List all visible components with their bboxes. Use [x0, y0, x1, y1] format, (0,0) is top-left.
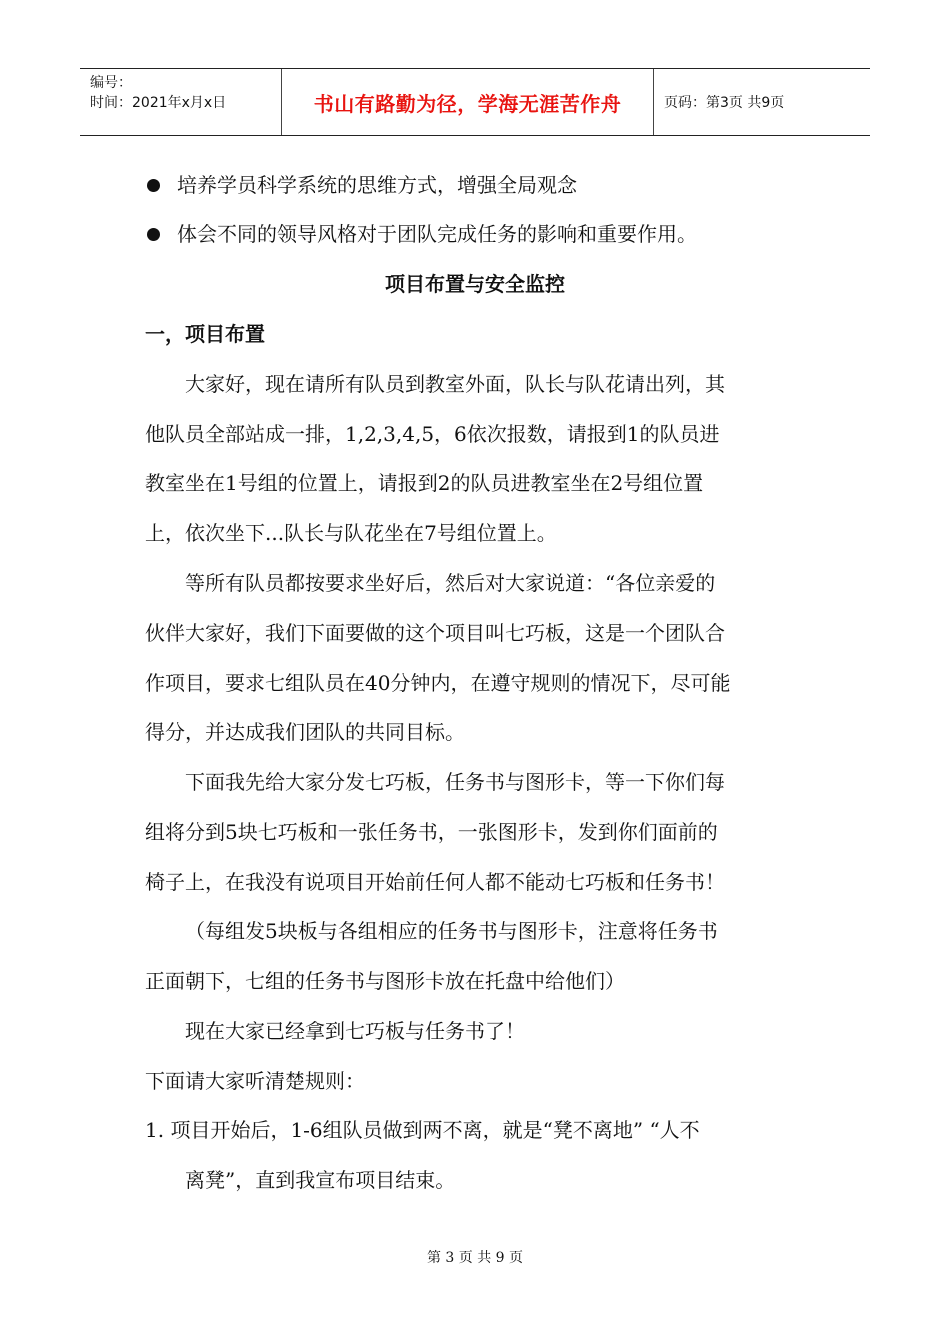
paragraph-line: 组将分到5块七巧板和一张任务书，一张图形卡，发到你们面前的: [145, 820, 718, 844]
paragraph-line: 等所有队员都按要求坐好后，然后对大家说道：“各位亲爱的: [185, 571, 716, 595]
paragraph-line: 下面我先给大家分发七巧板，任务书与图形卡，等一下你们每: [185, 770, 725, 794]
paragraph-line: 得分，并达成我们团队的共同目标。: [145, 720, 465, 744]
rules-intro: 下面请大家听清楚规则：: [145, 1069, 365, 1093]
paragraph-line: 伙伴大家好，我们下面要做的这个项目叫七巧板，这是一个团队合: [145, 621, 725, 645]
paragraph-line: 正面朝下，七组的任务书与图形卡放在托盘中给他们）: [145, 969, 625, 993]
paragraph-line: 他队员全部站成一排，1,2,3,4,5，6依次报数，请报到1的队员进: [145, 422, 720, 446]
document-time-label: 时间：2021年x月x日: [90, 95, 227, 111]
paragraph-line: （每组发5块板与各组相应的任务书与图形卡，注意将任务书: [185, 919, 718, 943]
page-header: [80, 68, 870, 136]
rule-item: 1. 项目开始后，1-6组队员做到两不离，就是“凳不离地” “人不: [145, 1118, 700, 1142]
header-motto: 书山有路勤为径，学海无涯苦作舟: [282, 69, 654, 135]
paragraph-line: 作项目，要求七组队员在40分钟内，在遵守规则的情况下，尽可能: [145, 671, 731, 695]
bullet-dot-icon: [147, 179, 160, 192]
bullet-dot-icon: [147, 228, 160, 241]
bullet-item: 体会不同的领导风格对于团队完成任务的影响和重要作用。: [177, 222, 697, 246]
rule-item-continuation: 离凳”，直到我宣布项目结束。: [185, 1168, 456, 1192]
page-footer: 第 3 页 共 9 页: [426, 1250, 524, 1266]
header-page-code: 页码：第3页 共9页: [664, 95, 785, 111]
subsection-title: 一，项目布置: [145, 322, 265, 346]
paragraph-line: 教室坐在1号组的位置上，请报到2的队员进教室坐在2号组位置: [145, 471, 704, 495]
header-meta-cell: [80, 69, 282, 135]
paragraph-line: 大家好，现在请所有队员到教室外面，队长与队花请出列，其: [185, 372, 725, 396]
bullet-item: 培养学员科学系统的思维方式，增强全局观念: [177, 173, 577, 197]
paragraph-line: 椅子上，在我没有说项目开始前任何人都不能动七巧板和任务书！: [145, 870, 725, 894]
section-title: 项目布置与安全监控: [385, 272, 565, 296]
paragraph-line: 上，依次坐下...队长与队花坐在7号组位置上。: [145, 521, 557, 545]
paragraph-line: 现在大家已经拿到七巧板与任务书了！: [185, 1019, 525, 1043]
document-number-label: 编号：: [90, 75, 132, 91]
